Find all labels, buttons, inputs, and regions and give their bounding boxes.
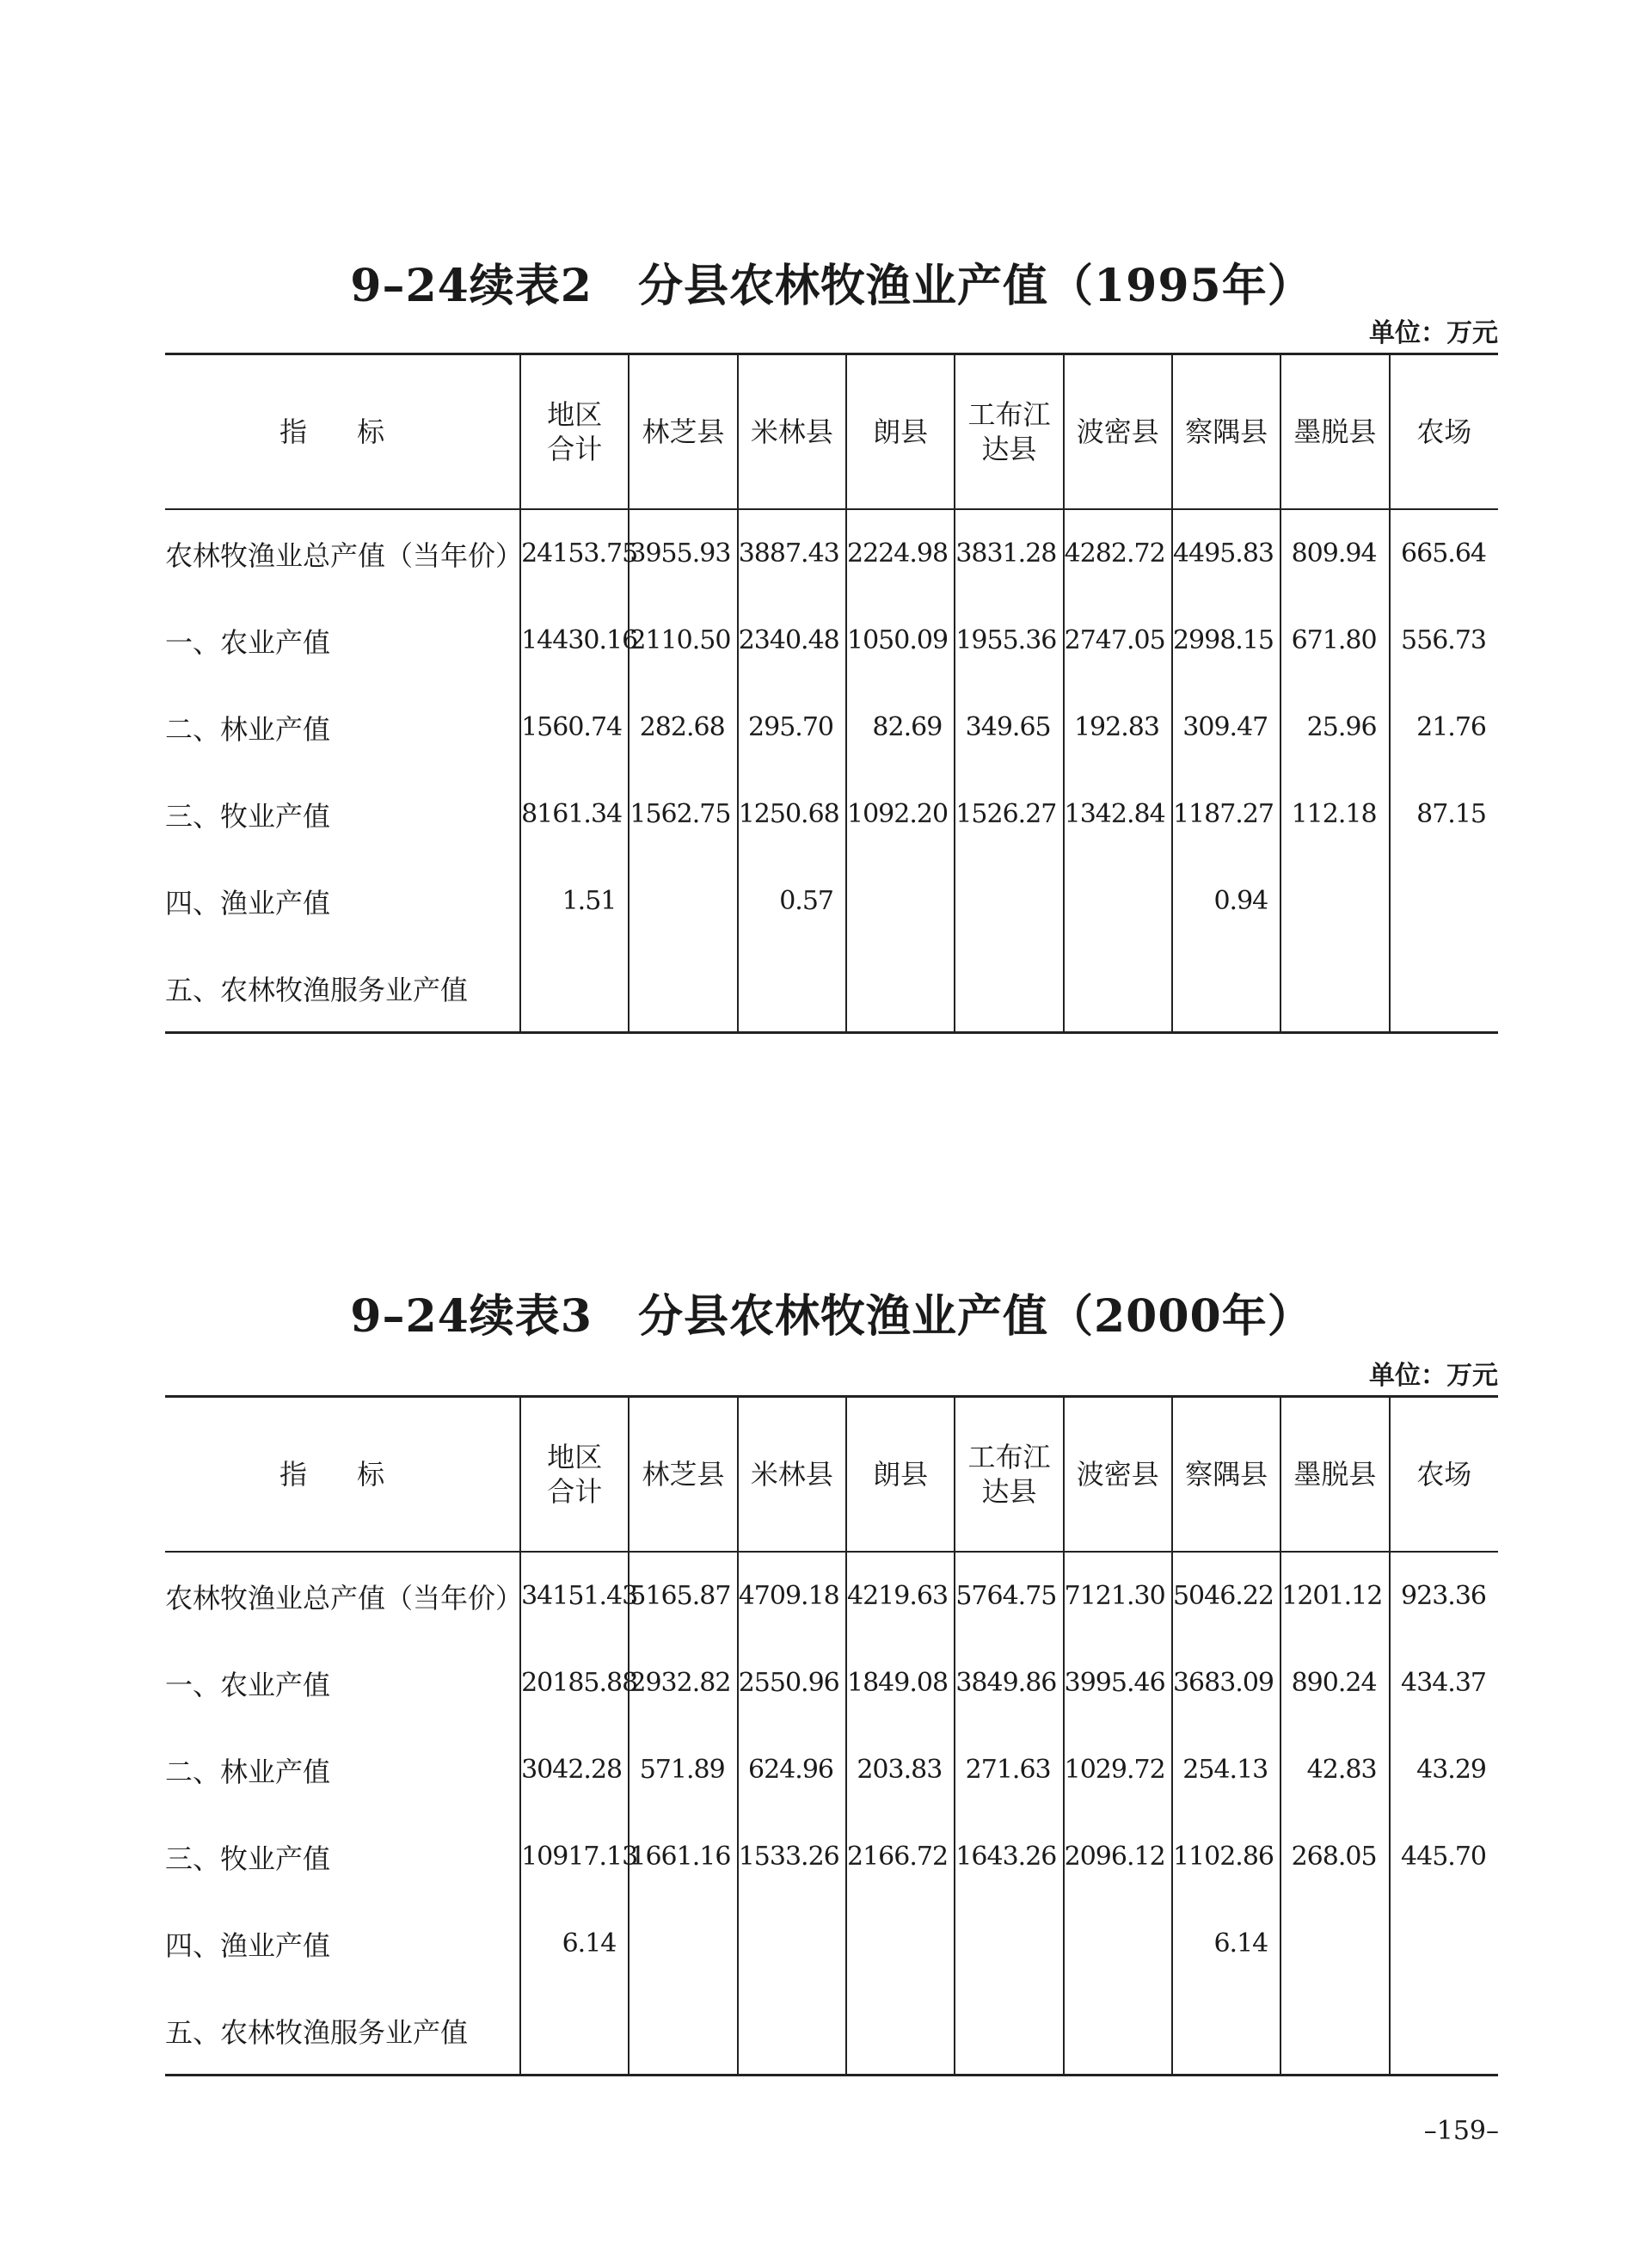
table-cell: 2224.98 — [846, 509, 955, 597]
row-label: 二、林业产值 — [165, 1755, 331, 1788]
table-cell: 254.13 — [1172, 1726, 1280, 1813]
table-cell: 4709.18 — [738, 1552, 846, 1639]
table-cell: 571.89 — [629, 1726, 737, 1813]
table-cell: 8161.34 — [520, 771, 629, 858]
table-cell — [1172, 944, 1280, 1033]
header-column: 米林县 — [738, 354, 846, 510]
table-cell: 890.24 — [1280, 1639, 1389, 1726]
table-cell: 349.65 — [955, 684, 1063, 771]
header-column: 察隅县 — [1172, 354, 1280, 510]
header-indicator: 指 标 — [165, 1397, 520, 1553]
table-cell — [629, 1900, 737, 1987]
table-cell: 2932.82 — [629, 1639, 737, 1726]
table-cell: 671.80 — [1280, 597, 1389, 684]
table-row — [165, 1726, 1498, 1813]
unit-label: 单位：万元 — [1369, 1361, 1498, 1391]
table-cell: 1526.27 — [955, 771, 1063, 858]
table-row — [165, 1987, 1498, 2076]
table-row — [165, 1639, 1498, 1726]
table-cell: 295.70 — [738, 684, 846, 771]
table-row — [165, 858, 1498, 944]
table-cell — [1390, 858, 1498, 944]
table-cell: 1092.20 — [846, 771, 955, 858]
table-cell: 1643.26 — [955, 1813, 1063, 1900]
table-cell: 434.37 — [1390, 1639, 1498, 1726]
table-cell — [955, 1987, 1063, 2076]
table-cell: 268.05 — [1280, 1813, 1389, 1900]
table-row — [165, 1900, 1498, 1987]
table-cell — [1280, 858, 1389, 944]
header-column: 工布江 达县 — [955, 354, 1063, 510]
table-cell: 34151.43 — [520, 1552, 629, 1639]
table-cell: 665.64 — [1390, 509, 1498, 597]
row-label: 五、农林牧渔服务业产值 — [165, 1987, 520, 2076]
table-cell: 1050.09 — [846, 597, 955, 684]
table-cell — [955, 858, 1063, 944]
table-cell: 2096.12 — [1064, 1813, 1172, 1900]
table-cell: 1102.86 — [1172, 1813, 1280, 1900]
table-cell — [1064, 944, 1172, 1033]
table-cell — [738, 944, 846, 1033]
header-column: 林芝县 — [629, 354, 737, 510]
table-cell: 24153.75 — [520, 509, 629, 597]
header-column: 波密县 — [1064, 354, 1172, 510]
table-cell: 0.57 — [738, 858, 846, 944]
row-label: 二、林业产值 — [165, 712, 331, 746]
table-cell: 5165.87 — [629, 1552, 737, 1639]
table-cell — [955, 1900, 1063, 1987]
table-cell: 2110.50 — [629, 597, 737, 684]
table-cell — [1280, 1900, 1389, 1987]
table-cell: 4219.63 — [846, 1552, 955, 1639]
table-cell: 923.36 — [1390, 1552, 1498, 1639]
table-cell — [629, 944, 737, 1033]
table-cell — [1280, 944, 1389, 1033]
table-cell — [520, 1987, 629, 2076]
row-label: 四、渔业产值 — [165, 1928, 331, 1962]
table-cell: 20185.88 — [520, 1639, 629, 1726]
table-cell — [1064, 1987, 1172, 2076]
row-label: 四、渔业产值 — [165, 886, 331, 919]
table-row — [165, 944, 1498, 1033]
table-cell: 42.83 — [1280, 1726, 1389, 1813]
data-table — [165, 1395, 1498, 2076]
table-title: 9–24续表2 分县农林牧渔业产值（1995年） — [350, 260, 1313, 312]
table-cell: 203.83 — [846, 1726, 955, 1813]
table-cell: 1661.16 — [629, 1813, 737, 1900]
table-cell: 82.69 — [846, 684, 955, 771]
table-cell — [1390, 944, 1498, 1033]
table-cell: 3042.28 — [520, 1726, 629, 1813]
page-number: –159– — [1423, 2116, 1499, 2146]
table-cell: 1342.84 — [1064, 771, 1172, 858]
header-column: 波密县 — [1064, 1397, 1172, 1553]
unit-label: 单位：万元 — [1369, 318, 1498, 348]
table-cell: 2340.48 — [738, 597, 846, 684]
header-column: 察隅县 — [1172, 1397, 1280, 1553]
header-column: 农场 — [1390, 1397, 1498, 1553]
table-cell: 1533.26 — [738, 1813, 846, 1900]
table-cell — [1280, 1987, 1389, 2076]
header-column: 朗县 — [846, 1397, 955, 1553]
table-cell — [1172, 1987, 1280, 2076]
table-cell — [520, 944, 629, 1033]
table-cell: 282.68 — [629, 684, 737, 771]
table-cell: 1201.12 — [1280, 1552, 1389, 1639]
table-cell: 809.94 — [1280, 509, 1389, 597]
table-section-1995 — [165, 249, 1498, 1041]
table-cell: 3849.86 — [955, 1639, 1063, 1726]
header-column: 墨脱县 — [1280, 354, 1389, 510]
table-cell: 1187.27 — [1172, 771, 1280, 858]
header-column: 地区 合计 — [520, 354, 629, 510]
table-cell: 87.15 — [1390, 771, 1498, 858]
table-cell: 1849.08 — [846, 1639, 955, 1726]
table-row — [165, 597, 1498, 684]
table-cell: 3831.28 — [955, 509, 1063, 597]
table-cell: 271.63 — [955, 1726, 1063, 1813]
table-cell: 1.51 — [520, 858, 629, 944]
table-cell: 3887.43 — [738, 509, 846, 597]
table-row — [165, 771, 1498, 858]
table-cell: 5764.75 — [955, 1552, 1063, 1639]
table-cell — [738, 1900, 846, 1987]
row-label: 一、农业产值 — [165, 1668, 331, 1701]
header-column: 工布江 达县 — [955, 1397, 1063, 1553]
table-cell: 21.76 — [1390, 684, 1498, 771]
table-cell: 556.73 — [1390, 597, 1498, 684]
table-cell: 4282.72 — [1064, 509, 1172, 597]
table-cell: 4495.83 — [1172, 509, 1280, 597]
table-cell: 0.94 — [1172, 858, 1280, 944]
table-cell: 14430.16 — [520, 597, 629, 684]
table-cell — [629, 1987, 737, 2076]
table-cell: 25.96 — [1280, 684, 1389, 771]
table-section-2000 — [165, 1280, 1498, 2097]
table-cell: 624.96 — [738, 1726, 846, 1813]
row-label: 一、农业产值 — [165, 625, 331, 659]
header-column: 米林县 — [738, 1397, 846, 1553]
table-cell: 43.29 — [1390, 1726, 1498, 1813]
header-column: 农场 — [1390, 354, 1498, 510]
table-cell — [955, 944, 1063, 1033]
table-cell: 3683.09 — [1172, 1639, 1280, 1726]
table-cell: 10917.13 — [520, 1813, 629, 1900]
row-label: 农林牧渔业总产值（当年价） — [165, 1581, 524, 1614]
table-cell: 6.14 — [520, 1900, 629, 1987]
table-cell — [629, 858, 737, 944]
table-cell: 2550.96 — [738, 1639, 846, 1726]
table-row — [165, 684, 1498, 771]
table-row — [165, 509, 1498, 597]
row-label: 农林牧渔业总产值（当年价） — [165, 538, 524, 572]
table-cell: 2166.72 — [846, 1813, 955, 1900]
table-cell — [738, 1987, 846, 2076]
header-row — [165, 1397, 1498, 1553]
row-label: 三、牧业产值 — [165, 1842, 331, 1875]
table-cell — [1064, 858, 1172, 944]
data-table — [165, 353, 1498, 1034]
table-cell: 1955.36 — [955, 597, 1063, 684]
table-cell — [846, 944, 955, 1033]
table-row — [165, 1813, 1498, 1900]
row-label: 五、农林牧渔服务业产值 — [165, 944, 520, 1033]
table-cell: 6.14 — [1172, 1900, 1280, 1987]
header-indicator: 指 标 — [165, 354, 520, 510]
table-cell: 1562.75 — [629, 771, 737, 858]
table-cell: 1250.68 — [738, 771, 846, 858]
table-title: 9–24续表3 分县农林牧渔业产值（2000年） — [350, 1290, 1313, 1343]
table-cell: 192.83 — [1064, 684, 1172, 771]
table-cell — [1390, 1900, 1498, 1987]
table-cell — [1390, 1987, 1498, 2076]
table-cell: 7121.30 — [1064, 1552, 1172, 1639]
table-cell: 2747.05 — [1064, 597, 1172, 684]
table-cell — [846, 858, 955, 944]
table-cell: 3995.46 — [1064, 1639, 1172, 1726]
table-cell: 1029.72 — [1064, 1726, 1172, 1813]
table-cell: 5046.22 — [1172, 1552, 1280, 1639]
table-cell: 2998.15 — [1172, 597, 1280, 684]
table-cell — [1064, 1900, 1172, 1987]
header-row — [165, 354, 1498, 510]
header-column: 林芝县 — [629, 1397, 737, 1553]
table-cell: 445.70 — [1390, 1813, 1498, 1900]
header-column: 朗县 — [846, 354, 955, 510]
header-column: 墨脱县 — [1280, 1397, 1389, 1553]
header-column: 地区 合计 — [520, 1397, 629, 1553]
table-cell: 3955.93 — [629, 509, 737, 597]
table-cell — [846, 1987, 955, 2076]
table-cell: 309.47 — [1172, 684, 1280, 771]
table-row — [165, 1552, 1498, 1639]
table-cell: 1560.74 — [520, 684, 629, 771]
table-cell: 112.18 — [1280, 771, 1389, 858]
row-label: 三、牧业产值 — [165, 799, 331, 833]
table-cell — [846, 1900, 955, 1987]
